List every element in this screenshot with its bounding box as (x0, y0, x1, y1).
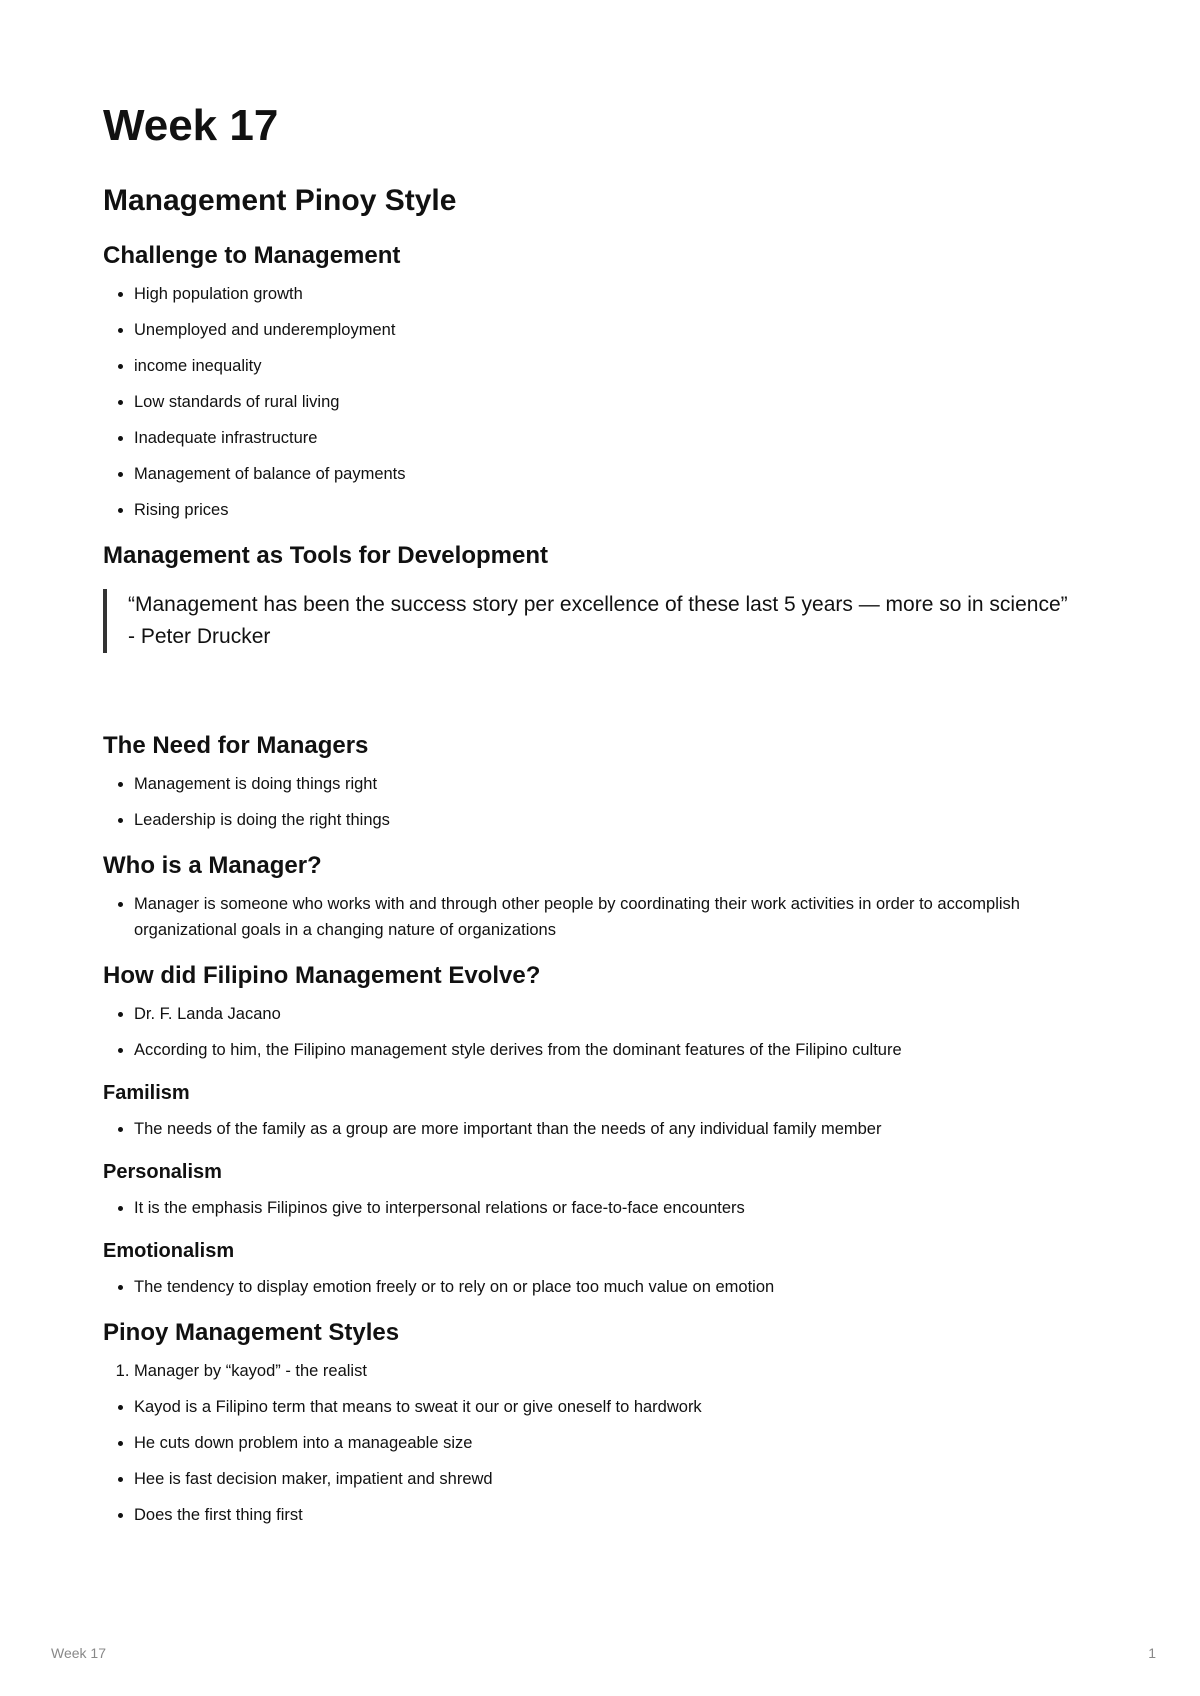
familism-list (103, 1116, 1103, 1142)
section-heading-challenge: Challenge to Management (103, 241, 401, 269)
list-item: • income inequality (134, 353, 1103, 379)
list-item: • Management of balance of payments (134, 461, 1103, 487)
list-item: • According to him, the Filipino management style derives from the dominant features of the Filipino culture (134, 1037, 1103, 1063)
evolve-list (103, 1001, 1103, 1063)
page-subtitle: Management Pinoy Style (103, 183, 457, 217)
list-item: • The tendency to display emotion freely or to rely on or place too much value on emotion (134, 1274, 1103, 1300)
list-item: • Kayod is a Filipino term that means to sweat it our or give oneself to hardwork (134, 1394, 1103, 1420)
subheading-familism: Familism (103, 1081, 190, 1104)
list-item: • Unemployed and underemployment (134, 317, 1103, 343)
list-item: • Does the first thing first (134, 1502, 1103, 1528)
list-item: • He cuts down problem into a manageable size (134, 1430, 1103, 1456)
who-list (103, 891, 1103, 943)
page-number: 1 (1148, 1645, 1156, 1661)
subheading-emotionalism: Emotionalism (103, 1239, 235, 1262)
quote-text: “Management has been the success story per excellence of these last 5 years — more so in science” (128, 592, 1068, 616)
page-title: Week 17 (103, 101, 279, 150)
section-heading-evolve: How did Filipino Management Evolve? (103, 961, 541, 989)
list-item: • It is the emphasis Filipinos give to interpersonal relations or face-to-face encounters (134, 1195, 1103, 1221)
list-item: • The needs of the family as a group are more important than the needs of any individual family member (134, 1116, 1103, 1142)
section-heading-who: Who is a Manager? (103, 851, 322, 879)
list-item: • Inadequate infrastructure (134, 425, 1103, 451)
styles-ordered-list (103, 1358, 1103, 1384)
subheading-personalism: Personalism (103, 1160, 222, 1183)
challenge-list (103, 281, 1103, 523)
list-item: • Manager is someone who works with and through other people by coordinating their work activities in order to accomplish organizational goals in a changing nature of organizations (134, 891, 1103, 943)
list-item: • High population growth (134, 281, 1103, 307)
list-item: • Low standards of rural living (134, 389, 1103, 415)
footer-title: Week 17 (51, 1645, 106, 1661)
personalism-list (103, 1195, 1103, 1221)
blockquote (103, 589, 1103, 653)
list-item: • Leadership is doing the right things (134, 807, 1103, 833)
quote-author: - Peter Drucker (128, 624, 271, 648)
list-item: • Hee is fast decision maker, impatient and shrewd (134, 1466, 1103, 1492)
emotionalism-list (103, 1274, 1103, 1300)
document-page (103, 100, 1103, 1546)
list-item: • Management is doing things right (134, 771, 1103, 797)
need-list (103, 771, 1103, 833)
list-item: • Rising prices (134, 497, 1103, 523)
styles-list (103, 1394, 1103, 1528)
section-heading-need: The Need for Managers (103, 731, 369, 759)
list-item: • Dr. F. Landa Jacano (134, 1001, 1103, 1027)
section-heading-styles: Pinoy Management Styles (103, 1318, 400, 1346)
list-item: 1. Manager by “kayod” - the realist (134, 1358, 1103, 1384)
section-heading-tools: Management as Tools for Development (103, 541, 548, 569)
